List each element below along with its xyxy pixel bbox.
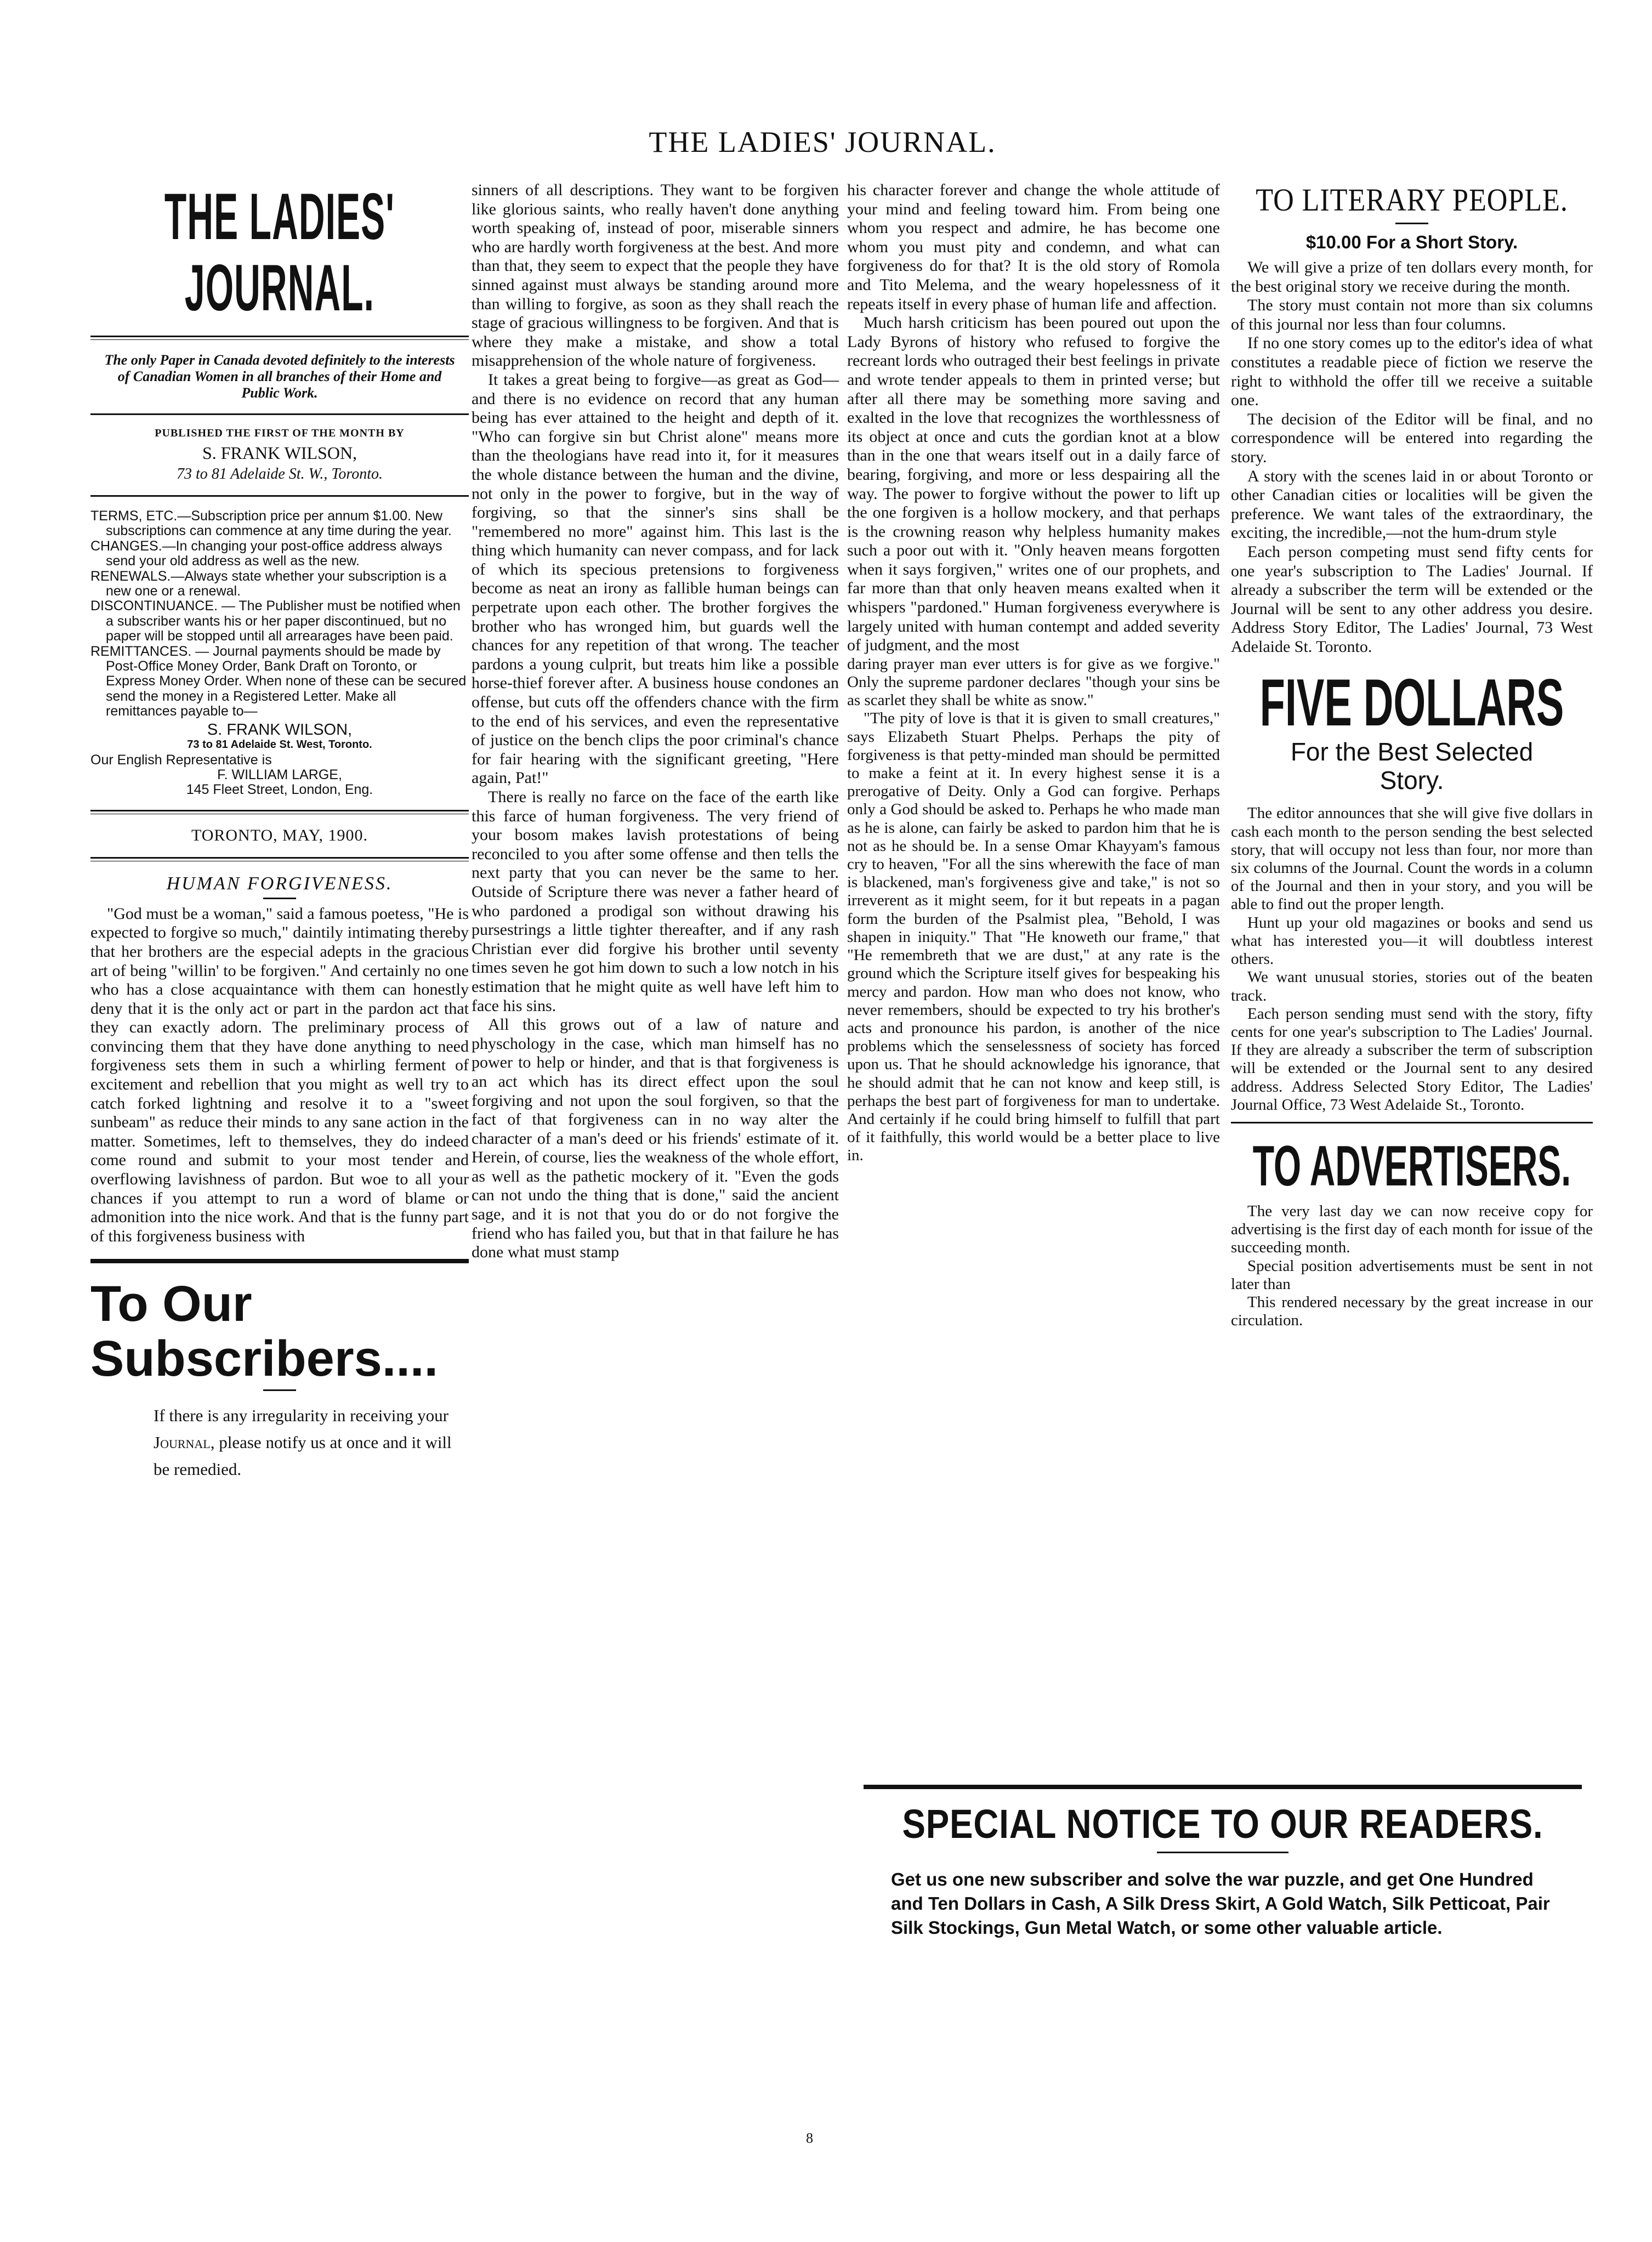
remit-address: 73 to 81 Adelaide St. West, Toronto. <box>187 739 372 751</box>
subscribers-title-line1: To Our <box>90 1276 252 1332</box>
special-notice-dash <box>1157 1852 1288 1853</box>
subscribers-text-1: If there is any irregularity in receiving your <box>154 1406 449 1426</box>
article-title: HUMAN FORGIVENESS. <box>166 873 393 894</box>
special-notice-body: Get us one new subscriber and solve the war puzzle, and get One Hundred and Ten Dollars in Cash, A Silk Dress Skirt, A Gold Watch, Silk Petticoat, Pair Silk Stockings, Gun Metal Watch, or some other valuable article. <box>891 1869 1550 1938</box>
terms-rule <box>90 495 469 497</box>
publisher-address: 73 to 81 Adelaide St. W., Toronto. <box>177 466 383 483</box>
terms-item: TERMS, ETC.—Subscription price per annum $1.00. New subscriptions can commence at any time during the year. <box>90 508 452 539</box>
remit-name: S. FRANK WILSON, <box>207 720 353 739</box>
five-dollars-paragraph: Each person sending must send with the story, fifty cents for one year's subscription to The Ladies' Journal. If they are already a subscriber the term of subscription will be extended or the Journal sent to any desired address. Address Selected Story Editor, The Ladies' Journal Office, 73 West Adelaide St., Toronto. <box>1231 1004 1593 1114</box>
literary-paragraph: We will give a prize of ten dollars every month, for the best original story we receive during the month. <box>1231 258 1593 296</box>
masthead-rule <box>90 336 469 340</box>
subscribers-title-line2: Subscribers.... <box>90 1331 439 1387</box>
subscribers-rule <box>90 1259 469 1263</box>
subscribers-title <box>90 1276 469 1386</box>
five-dollars-paragraph: Hunt up your old magazines or books and send us what has interested you—it will doubtless interest others. <box>1231 913 1593 968</box>
article-paragraph: All this grows out of a law of nature and physchology in the case, which man himself has no power to help or hinder, and that is that forgiveness is an act which has its direct effect upon the soul forgiving and not upon the soul forgiven, so that the fact of that forgiveness can in no way alter the character of a man's deed or his friends' estimate of it. Herein, of course, lies the weakness of the whole effort, as well as the pathetic mockery of it. "Even the gods can not undo the thing that is done," said the ancient sage, and it is not that you do or do not forgive the friend who has failed you, but that in that failure he has done what must stamp <box>472 1015 839 1262</box>
rep-address: 145 Fleet Street, London, Eng. <box>186 782 373 798</box>
terms-item: DISCONTINUANCE. — The Publisher must be notified when a subscriber wants his or her paper discontinued, but no paper will be stopped until all arrearages have been paid. <box>90 598 461 644</box>
tagline-rule <box>90 413 469 415</box>
five-dollars-paragraph: The editor announces that she will give five dollars in cash each month to the person sending the best selected story, that will occupy not less than four, nor more than six columns of the Journal. Count the words in a column of the Journal and then in your story, and you will be able to find out the proper length. <box>1231 804 1593 913</box>
advertisers-paragraph: The very last day we can now receive copy for advertising is the first day of each month for issue of the succeeding month. <box>1231 1202 1593 1257</box>
masthead-logo: THE LADIES' JOURNAL. <box>164 180 395 325</box>
article-paragraph: "The pity of love is that it is given to small creatures," says Elizabeth Stuart Phelps. Perhaps the pity of forgiveness is that petty-minded man should be permitted to make a feint at it. In every highest sense it is a prerogative of Deity. Only a God can forgive. Perhaps only a God should be asked to. Perhaps he who made man as he is alone, can fairly be asked to pardon him that he is not as he should be. In a sense Omar Khayyam's famous cry to heaven, "For all the sins wherewith the face of man is blackened, man's forgiveness give and take," is not so irreverent as it might seem, for it but repeats in a pagan form the burden of the Psalmist plea, "Behold, I was shapen in iniquity." That "He knoweth our frame," that "He remembreth that we are dust," at any rate is the ground which the Scripture itself gives for bespeaking his mercy and pardon. How man who does not know, who never remembers, should be expected to try his brother's acts and pronounce his pardon, is another of the nice problems which the senselessness of society has forced upon us. That he should acknowledge his ignorance, that he should admit that he can not know and keep still, is perhaps the best part of forgiveness for man to undertake. And certainly if he could bring himself to fulfill that part of it faithfully, this world would be a better place to live in. <box>847 710 1220 1165</box>
article-paragraph: "God must be a woman," said a famous poetess, "He is expected to forgive so much," daintily intimating thereby that her brothers are the especial adepts in the gracious art of being "willin' to be forgiven." And certainly no one who has a close acquaintance with them can honestly deny that it is the only act or part in the pardon act that they can exactly adorn. The preliminary process of convincing them that they have done anything to need forgiveness sets them in such a whirling ferment of excitement and rebellion that you might as well try to catch forked lightning and resolve it to a "sweet sunbeam" as reduce their minds to any sane action in the matter. Sometimes, left to themselves, they do indeed come round and submit to your most tender and overflowing lavishness of pardon. But woe to all your chances if you attempt to run a word of blame or admonition into the nice work. And that is the funny part of this forgiveness business with <box>90 904 469 1245</box>
five-dollars-subtitle-1: For the Best Selected <box>1290 737 1534 767</box>
literary-paragraph: A story with the scenes laid in or about Toronto or other Canadian cities or localities will be given the preference. We want tales of the extraordinary, the exciting, the incredible,—not the hum-drum style <box>1231 467 1593 542</box>
rep-line: Our English Representative is <box>90 752 272 768</box>
article-paragraph: It takes a great being to forgive—as great as God—and there is no evidence on record that any human being has ever attained to the height and depth of it. "Who can forgive sin but Christ alone" means more than the theologians have read into it, for it measures the whole distance between the human and the divine, not only in the power to forgive, but in the way of forgiving, so that the sinner's sins shall be "remembered no more" against him. This last is the thing which humanity can never compass, and for lack of which its specious pretensions to forgiveness become as neat an irony as fallible human beings can perpetrate upon each other. The brother forgives the brother who has wronged him, but guards well the chances for any repetition of that wrong. The teacher pardons a young culprit, but treats him like a possible horse-thief forever after. A business house condones an offense, but cuts off the offenders chance with the firm to the end of his services, and even the representative of justice on the bench clips the poor criminal's chance for fair hearing with the significant greeting, "Here again, Pat!" <box>472 370 839 787</box>
terms-item: CHANGES.—In changing your post-office address always send your old address as well as the new. <box>90 538 442 569</box>
publisher-name: S. FRANK WILSON, <box>202 443 357 463</box>
subscribers-notice <box>154 1402 469 1483</box>
literary-paragraph: Each person competing must send fifty cents for one year's subscription to The Ladies' Journal. If already a subscriber the term will be extended or the Journal will be sent to any other address you desire. Address Story Editor, The Ladies' Journal, 73 West Adelaide St. Toronto. <box>1231 542 1593 656</box>
advertisers-paragraph: Special position advertisements must be sent in not later than <box>1231 1257 1593 1293</box>
advertisers-title: TO ADVERTISERS. <box>1252 1134 1571 1198</box>
article-paragraph: Much harsh criticism has been poured out upon the Lady Byrons of history who refused to forgive the recreant lords who outraged their best feelings in private and wrote tender appeals to them in printed verse; but after all there may be something more saving and exalted in the love that recognizes the worthlessness of its object at once and cuts the gordian knot at a blow than in the one that wears itself out in a daily farce of bearing, forgiving, and more or less despairing all the way. The power to forgive without the power to lift up the one forgiven is a hollow mockery, and that perhaps is the crowning reason why helpless humanity makes such a poor out with it. "Only heaven means forgotten when it says forgiven," writes one of our prophets, and far more than that only heaven means exalted when it whispers "pardoned." Human forgiveness everywhere is largely united with human contempt and added severity of judgment, and the most <box>847 314 1220 655</box>
article-paragraph: There is really no farce on the face of the earth like this farce of human forgiveness. The very friend of your bosom makes lavish protestations of being reconciled to you after some offense and then tells the next party that you can never be the same to her. Outside of Scripture there was never a father heard of who pardoned a prodigal son without drawing his pursestrings a little tighter thereafter, and if any rash Christian ever did forgive his brother until seventy times seven he got him down to such a low notch in his estimation that he might quite as well have left him to face his sins. <box>472 788 839 1015</box>
dateline-rule-bottom <box>90 857 469 861</box>
column-2 <box>472 181 839 1262</box>
five-dollars-subtitle-2: Story. <box>1379 766 1444 795</box>
column-1 <box>90 181 469 1483</box>
journal-name: Journal <box>154 1433 211 1452</box>
literary-paragraph: The decision of the Editor will be final, and no correspondence will be entered into regarding the story. <box>1231 410 1593 466</box>
literary-dash <box>1395 223 1428 224</box>
published-line: PUBLISHED THE FIRST OF THE MONTH BY <box>155 427 405 439</box>
special-notice-title: SPECIAL NOTICE TO OUR READERS. <box>902 1801 1543 1847</box>
literary-subtitle: $10.00 For a Short Story. <box>1305 232 1518 252</box>
literary-paragraph: If no one story comes up to the editor's idea of what constitutes a readable piece of fiction we reserve the right to withhold the offer till we receive a suitable one. <box>1231 334 1593 410</box>
terms-block <box>90 509 469 798</box>
running-title: THE LADIES' JOURNAL. <box>649 126 996 158</box>
rep-name: F. WILLIAM LARGE, <box>217 767 342 782</box>
subscribers-text-2: , please notify us at once and it will be remedied. <box>154 1433 452 1479</box>
five-dollars-title: FIVE DOLLARS <box>1259 665 1564 740</box>
column-4 <box>1231 181 1593 1330</box>
dateline: TORONTO, MAY, 1900. <box>191 826 368 844</box>
article-paragraph: sinners of all descriptions. They want to be forgiven like glorious saints, who really haven't done anything worth speaking of, instead of poor, miserable sinners who are hardly worth forgiveness at the best. And more than that, they seem to expect that the people they have sinned against must always be standing around more than willing to forgive, as soon as they shall reach the stage of gracious willingness to be forgiven. And that is where they make a mistake, and show a total misapprehension of the whole nature of forgiveness. <box>472 181 839 370</box>
page-number: 8 <box>806 2130 813 2146</box>
terms-item: REMITTANCES. — Journal payments should be made by Post-Office Money Order, Bank Draft on Toronto, or Express Money Order. When none of these can be secured send the money in a Registered Letter. Make all remittances payable to— <box>90 643 467 719</box>
article-paragraph: his character forever and change the whole attitude of your mind and feeling toward him. From being one whom you respect and admire, he has become one whom you must pity and condemn, and what can forgiveness do for that? It is the old story of Romola and Tito Melema, and the weary hopelessness of it repeats itself in every phase of human life and affection. <box>847 181 1220 313</box>
dateline-rule-top <box>90 810 469 814</box>
literary-title: TO LITERARY PEOPLE. <box>1256 182 1568 218</box>
title-dash <box>263 898 296 899</box>
column-3 <box>847 181 1220 1165</box>
special-notice-rule <box>864 1785 1582 1789</box>
five-dollars-paragraph: We want unusual stories, stories out of the beaten track. <box>1231 968 1593 1004</box>
subscribers-dash <box>263 1389 296 1391</box>
masthead-tagline: The only Paper in Canada devoted definitely to the interests of Canadian Women in all branches of their Home and Public Work. <box>104 352 455 401</box>
advertisers-paragraph: This rendered necessary by the great increase in our circulation. <box>1231 1293 1593 1330</box>
literary-paragraph: The story must contain not more than six columns of this journal nor less than four columns. <box>1231 296 1593 333</box>
advertisers-rule <box>1231 1122 1593 1123</box>
article-paragraph: daring prayer man ever utters is for give as we forgive." Only the supreme pardoner declares "though your sins be as scarlet they shall be white as snow." <box>847 655 1220 710</box>
terms-item: RENEWALS.—Always state whether your subscription is a new one or a renewal. <box>90 568 447 599</box>
special-notice <box>847 1785 1598 1940</box>
